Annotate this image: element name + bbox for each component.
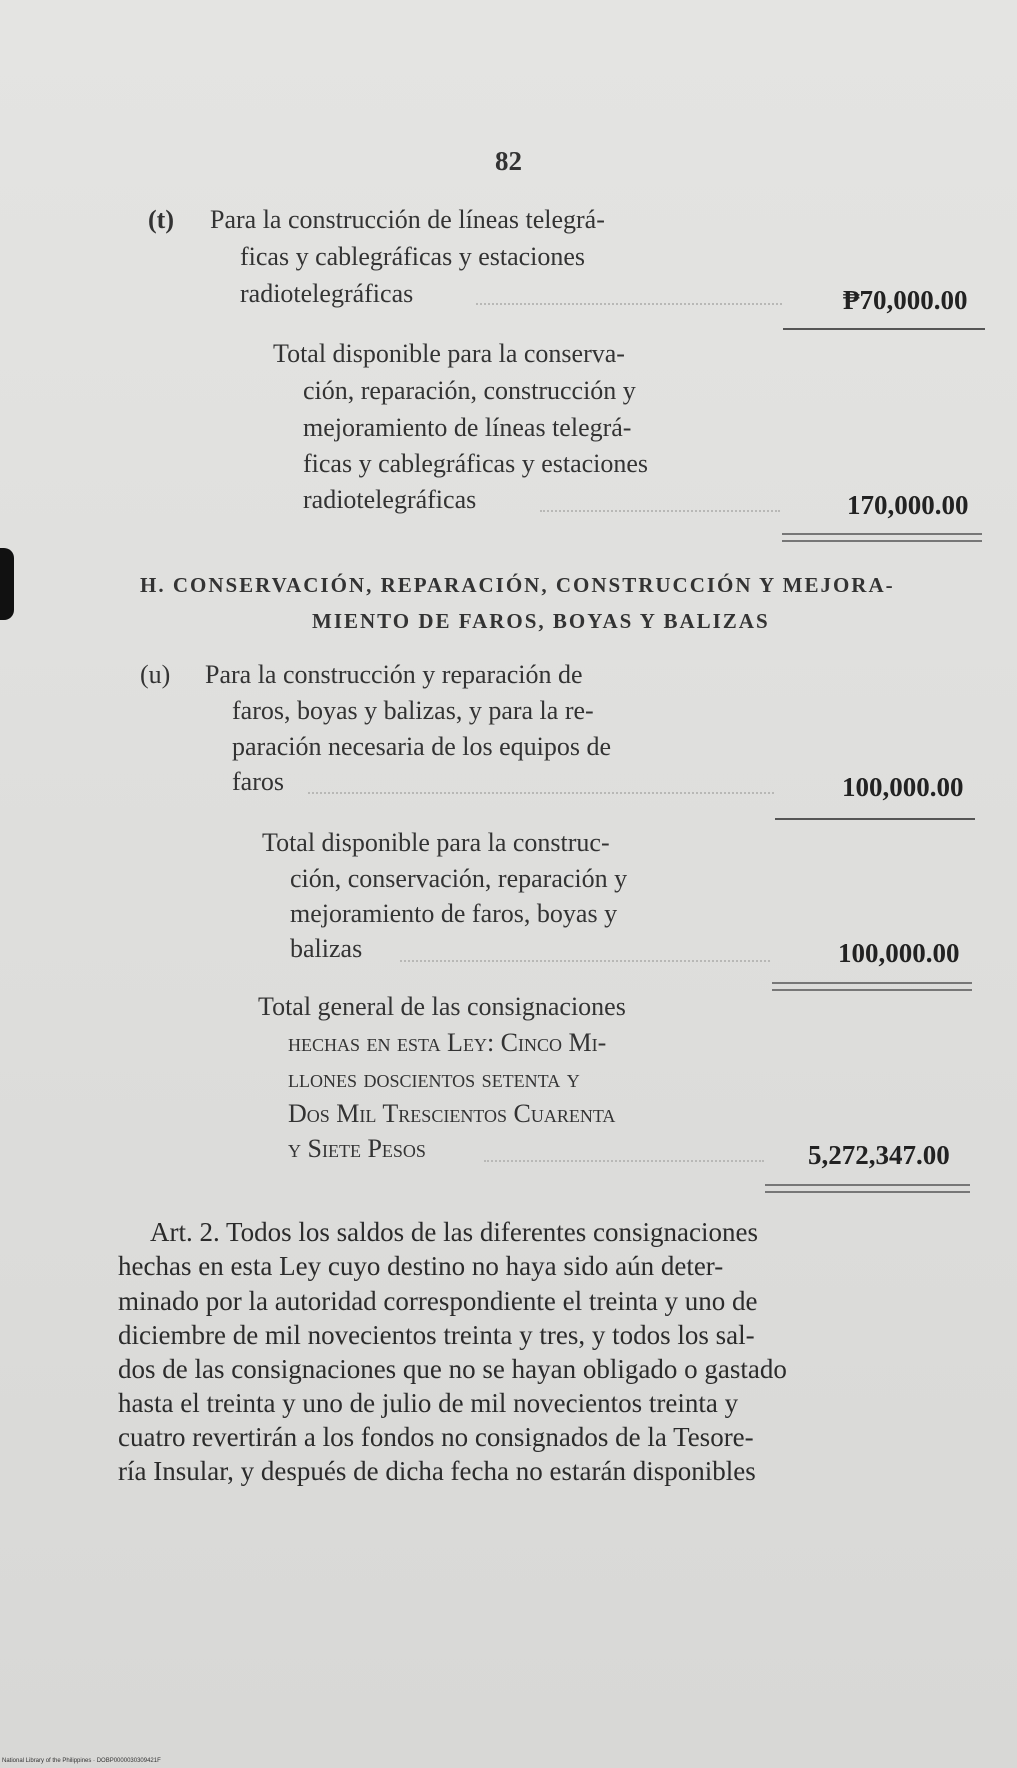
leader-dots (484, 1160, 764, 1162)
item-u-line-1: Para la construcción y reparación de (205, 660, 583, 689)
total-g-line-4: ficas y cablegráficas y estaciones (303, 449, 649, 478)
total-h-line-2: ción, conservación, reparación y (290, 864, 628, 893)
art2-line-5: dos de las consignaciones que no se hayan obligado o gastado (118, 1354, 787, 1384)
item-u-line-4: faros (232, 767, 284, 796)
item-t-line-2: ficas y cablegráficas y estaciones (240, 242, 586, 271)
grand-total-line-1: Total general de las consignaciones (258, 992, 626, 1021)
total-h-amount: 100,000.00 (838, 938, 960, 968)
double-rule (765, 1184, 970, 1193)
art2-line-2: hechas en esta Ley cuyo destino no haya sido aún deter- (118, 1251, 724, 1281)
art2-line-1: Art. 2. Todos los saldos de las diferentes consignaciones (150, 1217, 759, 1247)
total-g-line-3: mejoramiento de líneas telegrá- (303, 413, 632, 442)
section-h-heading-line-1: H. CONSERVACIÓN, REPARACIÓN, CONSTRUCCIÓN Y MEJORA- (140, 573, 895, 597)
item-t-line-3: radiotelegráficas (240, 279, 414, 308)
total-h-line-3: mejoramiento de faros, boyas y (290, 899, 618, 928)
art2-line-3: minado por la autoridad correspondiente el treinta y uno de (118, 1286, 758, 1316)
leader-dots (476, 303, 782, 305)
grand-total-line-2: hechas en esta Ley: Cinco Mi- (288, 1028, 607, 1057)
grand-total-line-5: y Siete Pesos (288, 1134, 426, 1163)
grand-total-line-3: llones doscientos setenta y (288, 1064, 580, 1093)
grand-total-line-4: Dos Mil Trescientos Cuarenta (288, 1099, 616, 1128)
item-u-line-3: paración necesaria de los equipos de (232, 732, 612, 761)
double-rule (782, 533, 982, 542)
total-g-line-5: radiotelegráficas (303, 485, 477, 514)
item-t-line-1: Para la construcción de líneas telegrá- (210, 205, 605, 234)
item-u-amount: 100,000.00 (842, 772, 964, 802)
leader-dots (400, 960, 770, 962)
item-t-amount: ₱70,000.00 (843, 285, 968, 315)
total-g-line-1: Total disponible para la conserva- (273, 339, 625, 368)
scan-footer: National Library of the Philippines · DOBP0000030309421F (2, 1758, 161, 1764)
art2-line-4: diciembre de mil novecientos treinta y tres, y todos los sal- (118, 1320, 755, 1350)
total-h-line-4: balizas (290, 934, 363, 963)
leader-dots (540, 510, 780, 512)
total-g-line-2: ción, reparación, construcción y (303, 376, 636, 405)
total-g-amount: 170,000.00 (847, 490, 969, 520)
art2-line-6: hasta el treinta y uno de julio de mil novecientos treinta y (118, 1388, 739, 1418)
section-h-heading-line-2: MIENTO DE FAROS, BOYAS Y BALIZAS (312, 609, 770, 633)
binding-shadow (0, 548, 14, 620)
page-number: 82 (495, 146, 522, 176)
item-u-line-2: faros, boyas y balizas, y para la re- (232, 696, 594, 725)
single-rule (783, 328, 985, 330)
single-rule (775, 818, 975, 820)
art2-line-7: cuatro revertirán a los fondos no consignados de la Tesore- (118, 1422, 754, 1452)
double-rule (772, 982, 972, 991)
leader-dots (308, 792, 774, 794)
item-u-label: (u) (140, 660, 171, 689)
art2-line-8: ría Insular, y después de dicha fecha no estarán disponibles (118, 1456, 756, 1486)
total-h-line-1: Total disponible para la construc- (262, 828, 610, 857)
grand-total-amount: 5,272,347.00 (808, 1140, 950, 1170)
item-t-label: (t) (148, 205, 174, 234)
